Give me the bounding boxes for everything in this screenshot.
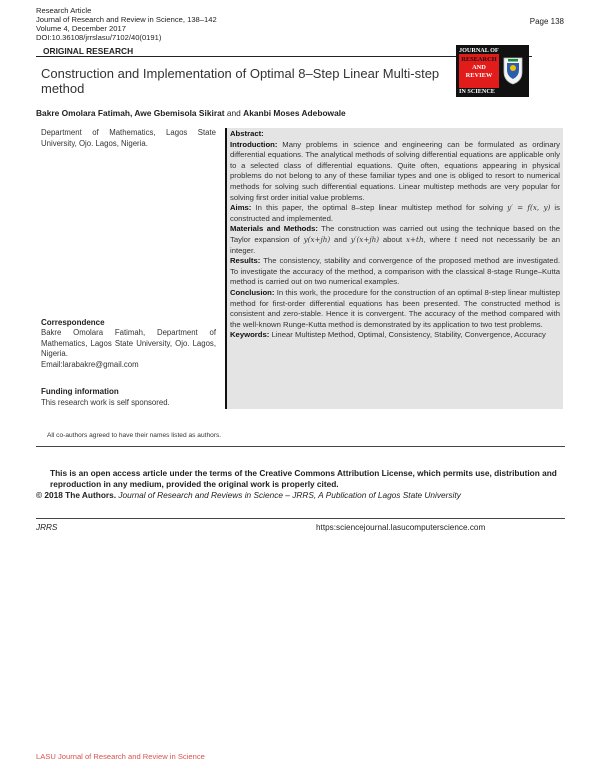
methods-math-3: x+th [405,234,424,244]
correspondence-email: Email:larabakre@gmail.com [41,359,139,369]
author-3: Akanbi Moses Adebowale [243,108,346,118]
footer-url[interactable]: https:sciencejournal.lasucomputerscience.com [316,523,486,532]
keywords-text: Linear Multistep Method, Optimal, Consistency, Stability, Convergence, Accuracy [269,330,546,340]
aims-label: Aims: [230,203,252,213]
footer-divider [36,518,565,519]
methods-text-e: need not necessarily be an integer. [230,234,560,255]
section-label: ORIGINAL RESEARCH [43,46,134,56]
logo-line-1: JOURNAL OF [459,47,499,54]
logo-line-4: REVIEW [465,72,493,79]
divider [36,446,565,447]
abstract-methods [230,224,560,256]
methods-label: Materials and Methods: [230,224,318,234]
author-and: and [224,108,244,118]
logo-red-block [459,54,499,88]
correspondence-heading: Correspondence [41,318,105,327]
funding-heading: Funding information [41,387,119,396]
intro-text: Many problems in science and engineering can be formulated as ordinary differential equations. The analytical methods of solving differential equations are applicable only to a selected class of differential equations. Quite often, equations appearing in physical problems do not belong to any of these familiar types and one is obliged to resort to numerical methods for solving such differential equations. Linear multistep methods are very popular for solving first order initial value problems. [230,139,560,202]
methods-text-c: about [379,234,406,244]
copyright: © 2018 The Authors. [36,490,117,500]
methods-math-4: t [454,234,458,244]
logo-line-3: AND [472,64,486,71]
copyright-line [36,490,566,501]
abstract-keywords [230,330,560,341]
logo-line-5: IN SCIENCE [459,88,495,95]
license-text: This is an open access article under the terms of the Creative Commons Attribution License, which permits use, distribution and reproduction in any medium, provided the original work is properly cited. [50,468,557,489]
methods-math-1: y(x+jh) [303,234,331,244]
abstract-heading: Abstract: [230,129,264,138]
methods-math-2: y′(x+jh) [350,234,379,244]
page-number: Page 138 [529,17,564,26]
author-2: Awe Gbemisola Sikirat [134,108,225,118]
volume-line: Volume 4, December 2017 [36,24,126,33]
journal-logo [456,45,529,97]
coauthors-note: All co-authors agreed to have their names listed as authors. [47,432,222,439]
article-title: Construction and Implementation of Optimal 8–Step Linear Multi-step method [41,66,440,96]
abstract-results [230,256,560,288]
abstract-box [225,128,563,409]
article-type: Research Article [36,6,92,15]
affiliation: Department of Mathematics, Lagos State University, Ojo. Lagos, Nigeria. [41,128,216,148]
abstract [230,129,560,341]
affiliation-column [41,128,216,149]
methods-text-a: The construction was carried out using the technique based on the Taylor expansion of [230,224,560,244]
author-list [36,108,346,118]
correspondence-body [41,328,216,370]
author-separator: , [130,108,135,118]
aims-math: y′ = f(x, y) [507,203,551,213]
university-seal-icon [502,55,524,85]
footer-journal-abbrev: JRRS [36,523,58,532]
journal-publication: Journal of Research and Reviews in Science – JRRS, A Publication of Lagos State University [116,490,461,500]
methods-text-b: and [330,234,351,244]
keywords-label: Keywords: [230,330,270,340]
intro-label: Introduction: [230,139,278,149]
conclusion-text: In this work, the procedure for the construction of an optimal 8-step linear multistep method for first-order differential equations has been presented. The constructed method is consistent and zero-stable. Hence it is convergent. The accuracy of the method compared with the well-known Runge-Kutta method is demonstrated by its application to two test problems. [230,287,560,329]
results-label: Results: [230,256,261,266]
journal-citation: Journal of Research and Review in Science, 138–142 [36,15,217,24]
results-text: The consistency, stability and convergence of the proposed method are investigated. To investigate the accuracy of the method, a comparison with the classical 8-stage Runge–Kutta method is carried out on two numerical examples. [230,256,560,287]
aims-text-a: In this paper, the optimal 8–step linear multistep method for solving [251,203,508,213]
conclusion-label: Conclusion: [230,287,275,297]
funding-body: This research work is self sponsored. [41,398,170,407]
doi-line: DOI:10.36108/jrrslasu/7102/40(0191) [36,33,162,42]
abstract-conclusion [230,288,560,330]
logo-line-2: RESEARCH [461,56,497,63]
bottom-journal-name: LASU Journal of Research and Review in Science [36,752,205,761]
correspondence-address: Bakre Omolara Fatimah, Department of Mathematics, Lagos State University, Ojo. Lagos, Nigeria. [41,328,216,359]
author-1: Bakre Omolara Fatimah [36,108,131,118]
abstract-aims [230,203,560,224]
abstract-introduction [230,140,560,204]
methods-text-d: , where [423,234,455,244]
license-block [36,468,566,501]
aims-text-b: is constructed and implemented. [230,203,560,223]
